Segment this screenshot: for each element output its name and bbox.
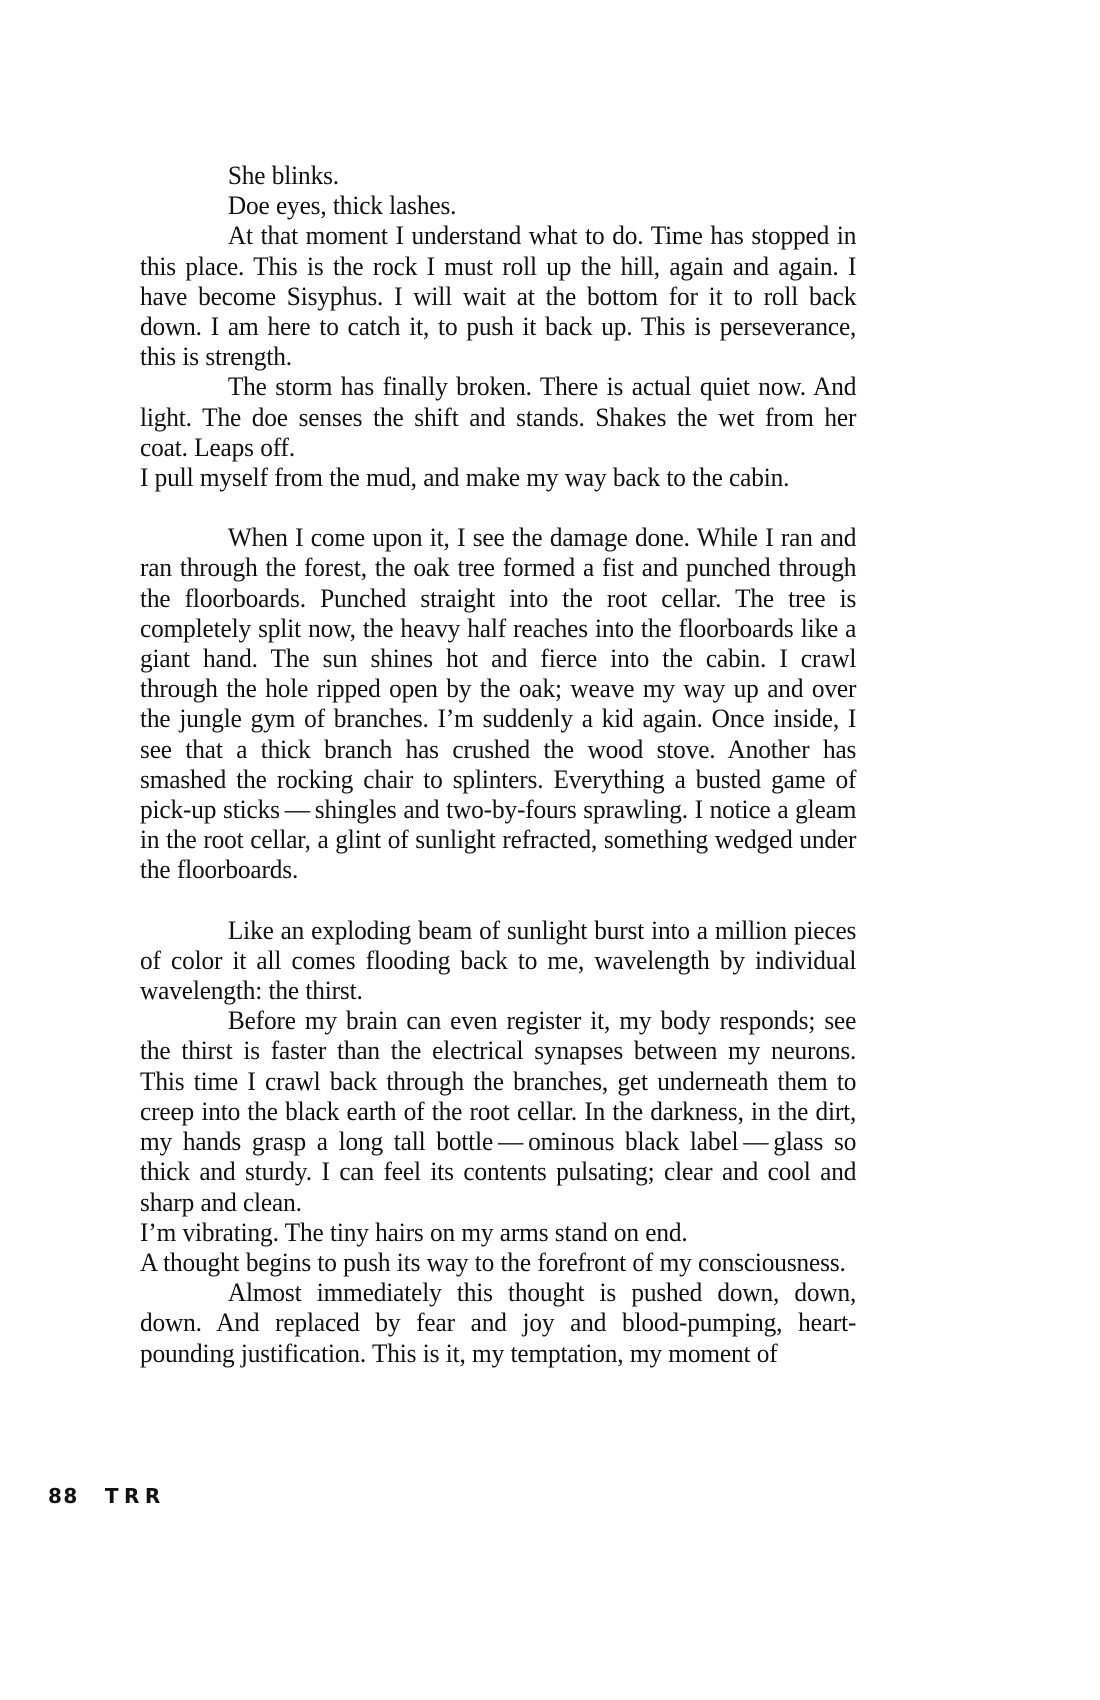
body-text-column <box>140 160 856 1368</box>
paragraph-gap <box>140 492 856 522</box>
paragraph: She blinks. <box>227 160 339 190</box>
page-number: 88 <box>48 1484 79 1508</box>
text-block <box>140 915 856 1368</box>
paragraph: I pull myself from the mud, and make my way back to the cabin. <box>140 462 790 493</box>
text-block <box>140 522 856 884</box>
paragraph: Like an exploding beam of sunlight burst into a million pieces of color it all comes flooding back to me, wavelength by individual wavelength: the thirst. <box>140 914 857 1006</box>
running-head-mark: TRR <box>104 1484 166 1508</box>
paragraph: When I come upon it, I see the damage done. While I ran and ran through the forest, the oak tree formed a fist and punched through the floorboards. Punched straight into the root cellar. The tree is completely split now, the heavy half reaches into the floorboards like a giant hand. The sun shines hot and fierce into the cabin. I crawl through the hole ripped open by the oak; weave my way up and over the jungle gym of branches. I’m suddenly a kid again. Once inside, I see that a thick branch has crushed the wood stove. Another has smashed the rocking chair to splinters. Everything a busted game of pick-up sticks — shingles and two-by-fours sprawling. I notice a gleam in the root cellar, a glint of sunlight refracted, something wedged under the floorboards. <box>140 522 857 885</box>
paragraph: The storm has finally broken. There is actual quiet now. And light. The doe senses the shift and stands. Shakes the wet from her coat. Leaps off. <box>140 371 857 462</box>
paragraph: I’m vibrating. The tiny hairs on my arms stand on end. <box>140 1216 688 1247</box>
paragraph: Almost immediately this thought is pushed down, down, down. And replaced by fear and joy and blood-pumping, heart-pounding justification. This is it, my temptation, my moment of <box>140 1277 857 1368</box>
page-footer <box>48 1484 166 1508</box>
paragraph: A thought begins to push its way to the forefront of my consciousness. <box>140 1246 846 1277</box>
paragraph: Before my brain can even register it, my body responds; see the thirst is faster than the electrical synapses between my neurons. This time I crawl back through the branches, get underneath them to creep into the black earth of the root cellar. In the darkness, in the dirt, my hands grasp a long tall bottle — ominous black label — glass so thick and sturdy. I can feel its contents pulsating; clear and cool and sharp and clean. <box>140 1005 857 1217</box>
text-block <box>140 160 856 492</box>
paragraph: Doe eyes, thick lashes. <box>227 190 457 221</box>
paragraph: At that moment I understand what to do. Time has stopped in this place. This is the rock I must roll up the hill, again and again. I have become Sisyphus. I will wait at the bottom for it to roll back down. I am here to catch it, to push it back up. This is perseverance, this is strength. <box>140 220 857 372</box>
paragraph-gap <box>140 885 856 915</box>
